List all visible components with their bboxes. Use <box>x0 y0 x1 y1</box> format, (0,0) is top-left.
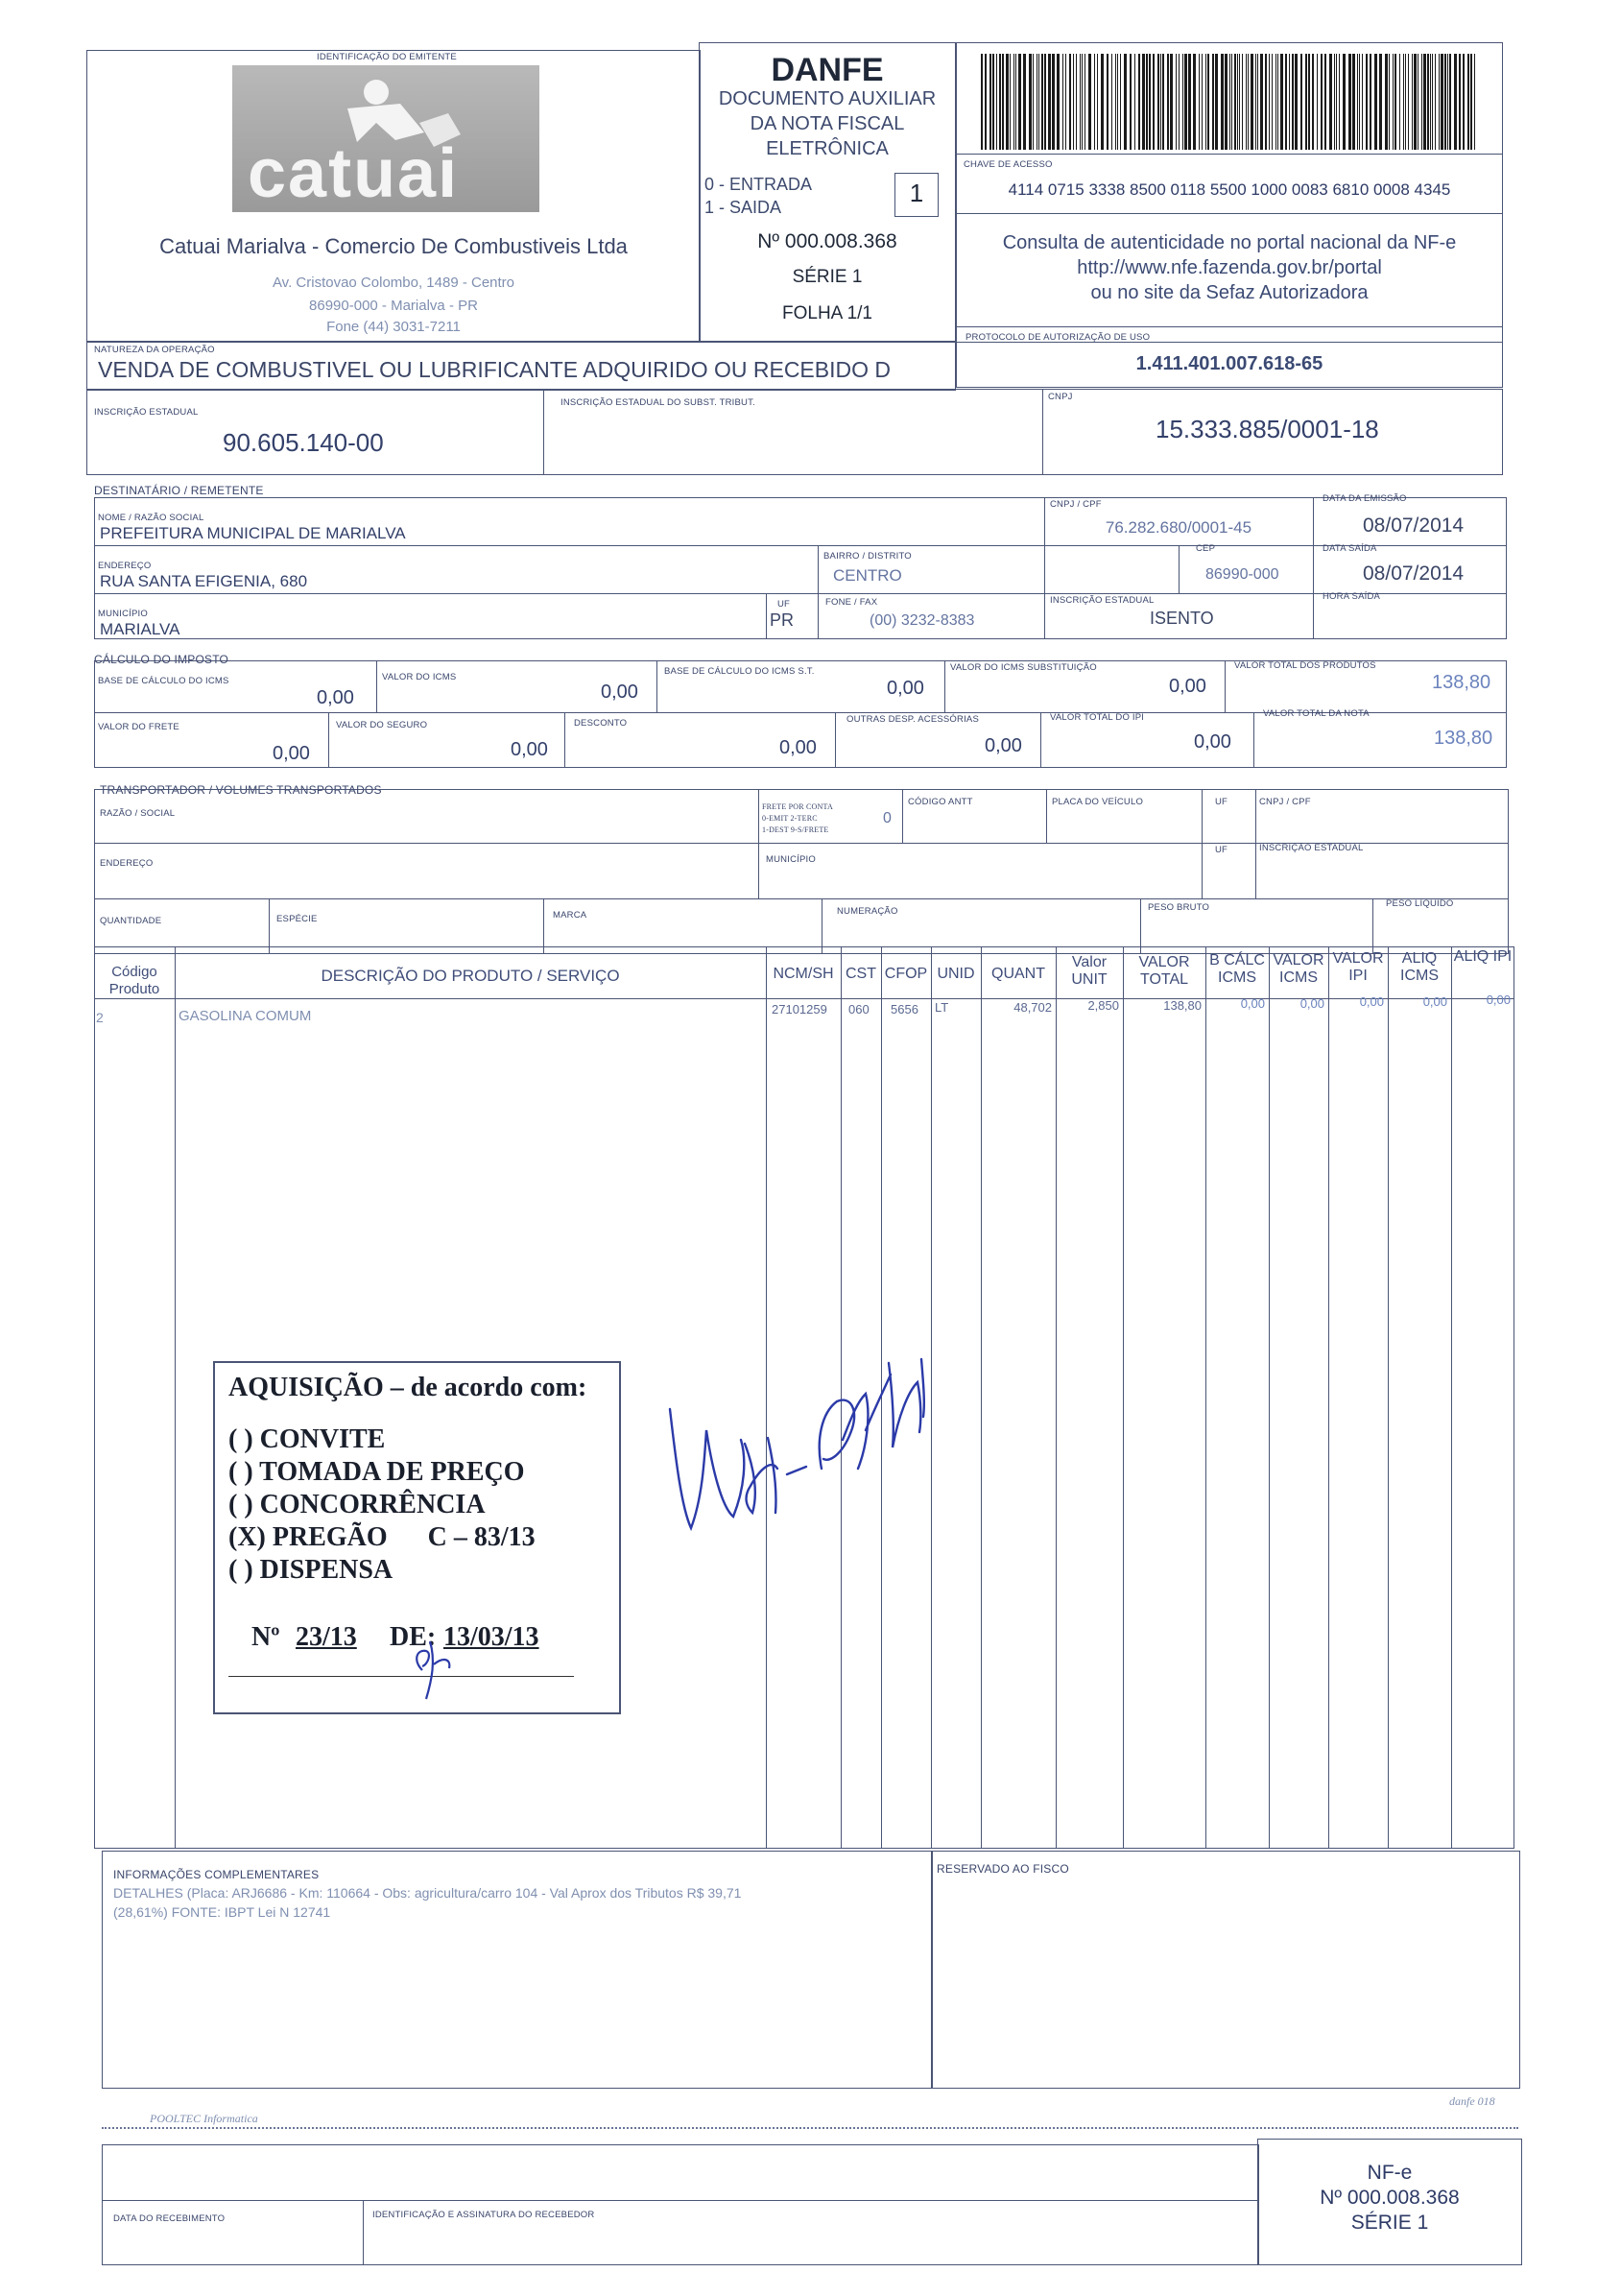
barcode-bar <box>1449 54 1451 150</box>
barcode-bar <box>1115 54 1116 150</box>
col-descricao: DESCRIÇÃO DO PRODUTO / SERVIÇO <box>321 967 620 985</box>
total-nota-label: VALOR TOTAL DA NOTA <box>1263 708 1370 719</box>
barcode-bar <box>989 54 991 150</box>
cnpj-label: CNPJ <box>1048 392 1073 402</box>
footer-numero: Nº 000.008.368 <box>1320 2187 1460 2209</box>
col-cfop: CFOP <box>884 966 928 982</box>
transp-peso-bruto-label: PESO BRUTO <box>1148 902 1210 913</box>
barcode-bar <box>1374 54 1377 150</box>
col-bcalc: B CÁLC ICMS <box>1209 952 1265 986</box>
transp-municipio-label: MUNICÍPIO <box>766 854 816 865</box>
barcode-bar <box>1146 54 1148 150</box>
col-quant: QUANT <box>991 966 1045 982</box>
barcode-bar <box>1295 54 1298 150</box>
col-vtotal: VALOR TOTAL <box>1138 954 1190 988</box>
barcode-bar <box>1275 54 1276 150</box>
barcode-bar <box>1142 54 1145 150</box>
barcode-bar <box>1352 54 1355 150</box>
data-recebimento-label: DATA DO RECEBIMENTO <box>113 2213 226 2224</box>
barcode-bar <box>1246 54 1247 150</box>
emitente-name: Catuai Marialva - Comercio De Combustiveis Ltda <box>159 234 628 258</box>
row-cfop: 5656 <box>891 1002 918 1016</box>
dest-cnpj-label: CNPJ / CPF <box>1050 499 1102 510</box>
dest-emissao: 08/07/2014 <box>1363 514 1465 537</box>
barcode-bar <box>1348 54 1351 150</box>
dest-bairro-label: BAIRRO / DISTRITO <box>823 551 912 562</box>
dest-nome-label: NOME / RAZÃO SOCIAL <box>98 513 204 523</box>
barcode-bar <box>1153 54 1155 150</box>
barcode-bar <box>1002 54 1004 150</box>
barcode-bar <box>1015 54 1016 150</box>
ie-value: 90.605.140-00 <box>223 428 384 457</box>
dest-emissao-label: DATA DA EMISSÃO <box>1323 493 1407 504</box>
barcode-bar <box>1435 54 1436 150</box>
barcode-bar <box>1255 54 1256 150</box>
barcode-bar <box>1394 54 1396 150</box>
danfe-title: DANFE <box>771 52 884 88</box>
stamp-numero-prefix: Nº <box>251 1622 280 1652</box>
total-nota: 138,80 <box>1434 728 1493 749</box>
barcode-bar <box>1044 54 1046 150</box>
barcode-bar <box>1207 54 1209 150</box>
transp-uf2-label: UF <box>1215 845 1228 855</box>
seguro-label: VALOR DO SEGURO <box>336 720 428 730</box>
row-ncm: 27101259 <box>772 1002 827 1016</box>
barcode-bar <box>1329 54 1332 150</box>
info-line-2: (28,61%) FONTE: IBPT Lei N 12741 <box>113 1904 331 1920</box>
dest-cnpj: 76.282.680/0001-45 <box>1105 518 1252 537</box>
barcode-bar <box>1305 54 1307 150</box>
barcode-bar <box>1248 54 1249 150</box>
col-ncm: NCM/SH <box>773 966 834 982</box>
dest-bairro: CENTRO <box>833 566 902 585</box>
row-descricao: GASOLINA COMUM <box>179 1008 312 1024</box>
danfe-subtitle-1: DOCUMENTO AUXILIAR <box>718 88 937 109</box>
dest-cep: 86990-000 <box>1205 566 1279 583</box>
stamp-data: 13/03/13 <box>443 1622 539 1652</box>
barcode-bar <box>992 54 994 150</box>
chave-consulta-1: Consulta de autenticidade no portal nacional da NF-e <box>1002 232 1457 253</box>
danfe-version: danfe 018 <box>1449 2094 1495 2108</box>
barcode-bar <box>1432 54 1433 150</box>
recebimento-box <box>102 2144 1259 2265</box>
protocolo-value: 1.411.401.007.618-65 <box>1135 353 1323 374</box>
barcode-bar <box>1357 54 1358 150</box>
barcode-bar <box>1336 54 1337 150</box>
row-quant: 48,702 <box>1013 1000 1052 1015</box>
row-aliq-icms: 0,00 <box>1422 994 1447 1009</box>
base-icms: 0,00 <box>317 687 354 708</box>
barcode-bar <box>1212 54 1214 150</box>
transporte-section-label: TRANSPORTADOR / VOLUMES TRANSPORTADOS <box>100 783 382 797</box>
col-vicms: VALOR ICMS <box>1273 952 1324 986</box>
barcode-bar <box>981 54 983 150</box>
stamp-opt-pregao: (X) PREGÃO C – 83/13 <box>228 1522 536 1552</box>
barcode-bar <box>1447 54 1448 150</box>
transp-ie-label: INSCRIÇÃO ESTADUAL <box>1259 843 1364 853</box>
transp-endereco-label: ENDEREÇO <box>100 858 154 869</box>
transp-frete-label-3: 1-DEST 9-S/FRETE <box>762 825 829 834</box>
barcode-bar <box>1289 54 1290 150</box>
base-st-label: BASE DE CÁLCULO DO ICMS S.T. <box>664 666 815 677</box>
valor-icms: 0,00 <box>601 682 638 703</box>
row-codigo: 2 <box>96 1010 104 1025</box>
barcode-bar <box>1334 54 1335 150</box>
barcode-bar <box>1076 54 1077 150</box>
barcode-bar <box>1215 54 1218 150</box>
ie-label: INSCRIÇÃO ESTADUAL <box>94 407 199 418</box>
barcode-bar <box>1188 54 1191 150</box>
barcode-bar <box>1324 54 1326 150</box>
barcode-bar <box>1277 54 1278 150</box>
desconto: 0,00 <box>779 737 817 758</box>
barcode-bar <box>1470 54 1472 150</box>
chave-consulta-3: ou no site da Sefaz Autorizadora <box>1090 282 1369 303</box>
stamp-opt-concorrencia: ( ) CONCORRÊNCIA <box>228 1490 486 1519</box>
chave-label: CHAVE DE ACESSO <box>964 159 1053 170</box>
handwritten-signature <box>653 1325 941 1555</box>
barcode-bar <box>1300 54 1302 150</box>
natureza-value: VENDA DE COMBUSTIVEL OU LUBRIFICANTE ADQUIRIDO OU RECEBIDO D <box>98 357 892 382</box>
barcode-bar <box>1199 54 1200 150</box>
software-credit: POOLTEC Informatica <box>150 2112 258 2125</box>
dest-municipio-label: MUNICÍPIO <box>98 609 148 619</box>
barcode-bar <box>1157 54 1159 150</box>
barcode-bar <box>1366 54 1368 150</box>
destinatario-section-label: DESTINATÁRIO / REMETENTE <box>94 484 264 497</box>
protocolo-label: PROTOCOLO DE AUTORIZAÇÃO DE USO <box>965 332 1151 343</box>
barcode-bar <box>1414 54 1417 150</box>
company-logo <box>232 65 539 212</box>
barcode-bar <box>1441 54 1443 150</box>
barcode-bar <box>1033 54 1034 150</box>
barcode-bar <box>1069 54 1071 150</box>
danfe-numero: Nº 000.008.368 <box>757 230 897 252</box>
barcode-bar <box>1057 54 1060 150</box>
footer-nfe: NF-e <box>1367 2162 1413 2184</box>
barcode-bar <box>1167 54 1169 150</box>
barcode-bar <box>1225 54 1228 150</box>
barcode-bar <box>1231 54 1232 150</box>
barcode-bar <box>1412 54 1413 150</box>
barcode-bar <box>1038 54 1039 150</box>
barcode-bar <box>999 54 1001 150</box>
dest-saida: 08/07/2014 <box>1363 562 1465 585</box>
barcode-bar <box>1292 54 1294 150</box>
valor-st: 0,00 <box>1169 676 1206 697</box>
row-vtotal: 138,80 <box>1163 998 1202 1013</box>
outras: 0,00 <box>985 735 1022 756</box>
barcode-bar <box>1101 54 1104 150</box>
barcode-bar <box>1193 54 1196 150</box>
barcode-bar <box>1317 54 1318 150</box>
cnpj-value: 15.333.885/0001-18 <box>1156 415 1379 443</box>
barcode-bar <box>1130 54 1132 150</box>
barcode-bar <box>1018 54 1021 150</box>
barcode-bar <box>1399 54 1400 150</box>
stamp-opt-dispensa: ( ) DISPENSA <box>228 1555 393 1585</box>
barcode-bar <box>1408 54 1409 150</box>
barcode-bar <box>1094 54 1095 150</box>
desconto-label: DESCONTO <box>574 718 628 729</box>
barcode-bar <box>1117 54 1118 150</box>
dest-uf: PR <box>770 610 795 630</box>
ie-st-label: INSCRIÇÃO ESTADUAL DO SUBST. TRIBUT. <box>560 397 755 408</box>
seguro: 0,00 <box>511 739 548 760</box>
ipi: 0,00 <box>1194 731 1231 753</box>
chave-consulta-2: http://www.nfe.fazenda.gov.br/portal <box>1077 257 1382 278</box>
emitente-cep-city: 86990-000 - Marialva - PR <box>309 298 478 314</box>
barcode-bar <box>1421 54 1422 150</box>
barcode-bar <box>1403 54 1404 150</box>
col-aliq-ipi: ALIQ IPI <box>1453 948 1513 965</box>
transp-frete-value: 0 <box>883 810 892 826</box>
stamp-opt-convite: ( ) CONVITE <box>228 1424 386 1454</box>
danfe-folha: FOLHA 1/1 <box>782 303 872 323</box>
barcode-bar <box>1265 54 1267 150</box>
row-vunit: 2,850 <box>1087 998 1119 1013</box>
outras-label: OUTRAS DESP. ACESSÓRIAS <box>846 714 979 725</box>
barcode-bar <box>1430 54 1431 150</box>
dest-saida-label: DATA SAÍDA <box>1323 543 1377 554</box>
barcode-bar <box>1041 54 1043 150</box>
barcode-bar <box>1010 54 1011 150</box>
transp-numeracao-label: NUMERAÇÃO <box>837 906 898 917</box>
col-aliq-icms: ALIQ ICMS <box>1400 950 1439 984</box>
natureza-label: NATUREZA DA OPERAÇÃO <box>94 345 215 355</box>
barcode-bar <box>1463 54 1465 150</box>
emitente-address: Av. Cristovao Colombo, 1489 - Centro <box>272 275 515 291</box>
barcode-bar <box>1444 54 1446 150</box>
barcode-bar <box>1362 54 1363 150</box>
barcode-bar <box>1080 54 1081 150</box>
valor-icms-label: VALOR DO ICMS <box>382 672 457 682</box>
row-vicms: 0,00 <box>1299 996 1324 1011</box>
dest-uf-label: UF <box>777 599 791 610</box>
barcode-bar <box>1454 54 1457 150</box>
barcode-bar <box>1339 54 1340 150</box>
transp-especie-label: ESPÉCIE <box>276 914 318 924</box>
frete: 0,00 <box>273 743 310 764</box>
col-codigo: Código Produto <box>108 964 160 997</box>
barcode-bar <box>1459 54 1461 150</box>
dest-ie-label: INSCRIÇÃO ESTADUAL <box>1050 595 1155 606</box>
row-aliq-ipi: 0,00 <box>1486 993 1511 1007</box>
dest-endereco-label: ENDEREÇO <box>98 561 152 571</box>
info-line-1: DETALHES (Placa: ARJ6686 - Km: 110664 - Obs: agricultura/carro 104 - Val Aprox dos Tributos R$ 39,71 <box>113 1885 742 1901</box>
total-prod: 138,80 <box>1432 672 1491 693</box>
dest-nome: PREFEITURA MUNICIPAL DE MARIALVA <box>100 524 406 542</box>
row-unid: LT <box>935 1000 949 1015</box>
fisco-label: RESERVADO AO FISCO <box>937 1862 1069 1876</box>
emitente-phone: Fone (44) 3031-7211 <box>326 319 461 335</box>
barcode-bar <box>1065 54 1066 150</box>
barcode-bar <box>1013 54 1014 150</box>
info-label: INFORMAÇÕES COMPLEMENTARES <box>113 1868 320 1881</box>
barcode-bar <box>1052 54 1055 150</box>
col-vunit: Valor UNIT <box>1071 954 1108 988</box>
dest-hora-label: HORA SAÍDA <box>1323 591 1381 602</box>
assinatura-label: IDENTIFICAÇÃO E ASSINATURA DO RECEBEDOR <box>372 2210 595 2220</box>
col-vipi: VALOR IPI <box>1332 950 1384 984</box>
ipi-label: VALOR TOTAL DO IPI <box>1050 712 1145 723</box>
barcode-bar <box>1239 54 1240 150</box>
barcode-bar <box>1385 54 1388 150</box>
barcode-bar <box>1124 54 1127 150</box>
danfe-entrada: 0 - ENTRADA <box>704 175 813 194</box>
stamp-opt-tomada: ( ) TOMADA DE PREÇO <box>228 1457 525 1487</box>
barcode-bar <box>1389 54 1390 150</box>
danfe-serie: SÉRIE 1 <box>792 267 863 287</box>
base-st: 0,00 <box>887 678 924 699</box>
row-bcalc: 0,00 <box>1240 996 1265 1011</box>
transp-marca-label: MARCA <box>553 910 587 921</box>
barcode-bar <box>1048 54 1051 150</box>
transp-placa-label: PLACA DO VEÍCULO <box>1052 797 1144 807</box>
barcode-bar <box>1160 54 1161 150</box>
stamp-de-prefix: DE: <box>390 1622 437 1652</box>
barcode <box>981 54 1480 150</box>
barcode-bar <box>1285 54 1287 150</box>
barcode-bar <box>1237 54 1238 150</box>
transp-cnpj-label: CNPJ / CPF <box>1259 797 1311 807</box>
total-prod-label: VALOR TOTAL DOS PRODUTOS <box>1234 660 1376 671</box>
barcode-bar <box>1062 54 1063 150</box>
transp-antt-label: CÓDIGO ANTT <box>908 797 973 807</box>
cut-line <box>102 2127 1518 2129</box>
danfe-tipo: 1 <box>909 179 924 207</box>
valor-st-label: VALOR DO ICMS SUBSTITUIÇÃO <box>950 662 1097 673</box>
barcode-bar <box>1179 54 1180 150</box>
barcode-bar <box>1423 54 1426 150</box>
barcode-bar <box>1006 54 1009 150</box>
barcode-bar <box>1393 54 1394 150</box>
row-vipi: 0,00 <box>1359 994 1384 1009</box>
dest-municipio: MARIALVA <box>100 620 180 638</box>
barcode-bar <box>1082 54 1083 150</box>
barcode-bar <box>1474 54 1475 150</box>
barcode-bar <box>1269 54 1270 150</box>
barcode-bar <box>1257 54 1258 150</box>
barcode-bar <box>1321 54 1323 150</box>
barcode-bar <box>1251 54 1253 150</box>
barcode-bar <box>1097 54 1098 150</box>
barcode-bar <box>1162 54 1164 150</box>
barcode-bar <box>1107 54 1108 150</box>
barcode-bar <box>1202 54 1203 150</box>
transp-peso-liquido-label: PESO LÍQUIDO <box>1386 898 1454 909</box>
stamp-title: AQUISIÇÃO – de acordo com: <box>228 1373 587 1402</box>
barcode-bar <box>1170 54 1173 150</box>
stamp-initials-signature <box>393 1622 480 1709</box>
barcode-bar <box>1023 54 1026 150</box>
col-cst: CST <box>846 966 876 982</box>
barcode-bar <box>1073 54 1074 150</box>
barcode-bar <box>1088 54 1091 150</box>
dest-cep-label: CEP <box>1196 543 1216 554</box>
barcode-bar <box>1272 54 1273 150</box>
frete-label: VALOR DO FRETE <box>98 722 179 732</box>
dest-fone: (00) 3232-8383 <box>870 612 975 629</box>
transp-frete-label-2: 0-EMIT 2-TERC <box>762 814 818 823</box>
barcode-bar <box>1221 54 1224 150</box>
danfe-subtitle-2: DA NOTA FISCAL <box>750 113 905 134</box>
barcode-bar <box>985 54 987 150</box>
barcode-bar <box>996 54 997 150</box>
barcode-bar <box>1111 54 1112 150</box>
row-cst: 060 <box>848 1002 870 1016</box>
footer-serie: SÉRIE 1 <box>1350 2212 1429 2234</box>
barcode-bar <box>1260 54 1263 150</box>
barcode-bar <box>1312 54 1314 150</box>
dest-fone-label: FONE / FAX <box>825 597 878 608</box>
barcode-bar <box>1205 54 1206 150</box>
col-unid: UNID <box>937 966 975 982</box>
barcode-bar <box>1029 54 1032 150</box>
barcode-bar <box>1242 54 1243 150</box>
barcode-bar <box>1359 54 1360 150</box>
barcode-bar <box>1176 54 1177 150</box>
imposto-section-label: CÁLCULO DO IMPOSTO <box>94 653 229 666</box>
barcode-bar <box>1379 54 1382 150</box>
barcode-bar <box>1427 54 1429 150</box>
barcode-bar <box>1439 54 1440 150</box>
transp-frete-label-1: FRETE POR CONTA <box>762 802 833 811</box>
barcode-bar <box>1182 54 1183 150</box>
transp-quantidade-label: QUANTIDADE <box>100 916 162 926</box>
barcode-bar <box>1370 54 1371 150</box>
danfe-subtitle-3: ELETRÔNICA <box>766 138 889 159</box>
base-icms-label: BASE DE CÁLCULO DO ICMS <box>98 676 229 686</box>
transp-razao-label: RAZÃO / SOCIAL <box>100 808 176 819</box>
barcode-bar <box>1138 54 1140 150</box>
logo-text: catuai <box>248 135 460 212</box>
barcode-bar <box>1343 54 1346 150</box>
barcode-bar <box>1184 54 1187 150</box>
barcode-bar <box>1149 54 1151 150</box>
barcode-bar <box>1467 54 1469 150</box>
dest-ie: ISENTO <box>1150 609 1214 628</box>
barcode-bar <box>1405 54 1406 150</box>
barcode-bar <box>1280 54 1283 150</box>
barcode-bar <box>1229 54 1230 150</box>
chave-value: 4114 0715 3338 8500 0118 5500 1000 0083 6810 0008 4345 <box>1008 180 1451 199</box>
dest-endereco: RUA SANTA EFIGENIA, 680 <box>100 572 308 590</box>
stamp-numero: 23/13 <box>296 1622 357 1652</box>
barcode-bar <box>1120 54 1121 150</box>
transp-uf-label: UF <box>1215 797 1228 807</box>
barcode-bar <box>1308 54 1310 150</box>
barcode-bar <box>1134 54 1135 150</box>
barcode-bar <box>1234 54 1236 150</box>
fisco-box <box>931 1851 1520 2089</box>
emitente-section-label: IDENTIFICAÇÃO DO EMITENTE <box>317 52 457 62</box>
barcode-icon <box>981 54 1480 150</box>
danfe-saida: 1 - SAIDA <box>704 198 782 217</box>
